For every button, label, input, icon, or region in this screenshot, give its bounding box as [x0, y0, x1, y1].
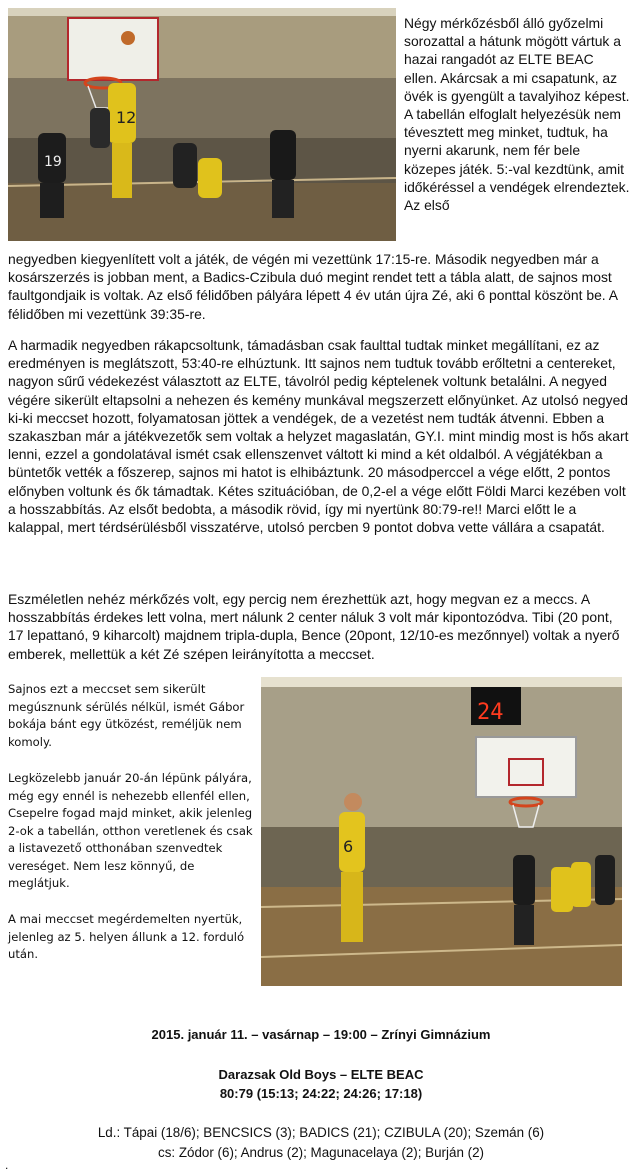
shot-clock-display: 24	[477, 700, 504, 725]
roster-substitutes: cs: Zódor (6); Andrus (2); Magunacelaya (2); Burján (2)	[158, 1145, 484, 1160]
match-score: 80:79 (15:13; 24:22; 24:26; 17:18)	[219, 1086, 423, 1101]
standings-note: A mai meccset megérdemelten nyertük, jelenleg az 5. helyen állunk a 12. forduló után.	[8, 912, 245, 961]
article-paragraph-summary: Eszméletlen nehéz mérkőzés volt, egy percig nem érezhettük azt, hogy megvan ez a meccs. A hosszabbítás érdekes lett volna, mert nálunk 2 center náluk 3 volt már kipontozódva. Tibi (20 pont, 17 lepattanó, 9 kiharcolt) majdnem tripla-dupla, Bence (20pont, 12/10-es mezőnnyel) voltak a nyerő emberek, mellettük a két Zé szépen leirányította a meccset.	[8, 591, 620, 662]
jersey-number-19: 19	[44, 154, 62, 170]
injury-note: Sajnos ezt a meccset sem sikerült megúsznunk sérülés nélkül, ismét Gábor bokája bánt egy ütközést, reméljük nem komoly.	[8, 682, 245, 749]
game-photo-2	[261, 677, 622, 986]
jersey-number-6: 6	[343, 837, 354, 856]
jersey-number-12: 12	[116, 108, 137, 127]
game-photo-1	[8, 8, 396, 241]
roster-starters: Ld.: Tápai (18/6); BENCSICS (3); BADICS (21); CZIBULA (20); Szemán (6)	[97, 1125, 545, 1140]
next-match-note: Legközelebb január 20-án lépünk pályára, még egy ennél is nehezebb ellenfél ellen, Csepelre fogad majd minket, akik jelenleg 2-ok a tabellán, otthon veretlenek és csak a listavezető otthonában szenvedtek vereséget. Nem lesz könnyű, de meglátjuk.	[8, 771, 253, 890]
match-date-venue: 2015. január 11. – vasárnap – 19:00 – Zrínyi Gimnázium	[151, 1027, 491, 1042]
match-teams: Darazsak Old Boys – ELTE BEAC	[218, 1067, 424, 1082]
article-intro: Négy mérkőzésből álló győzelmi sorozattal a hátunk mögött vártuk a hazai rangadót az ELTE BEAC ellen. Akárcsak a mi csapatunk, az övék is gyengült a tavalyihoz képest. A tabellán elfoglalt helyezésük nem tévesztett meg minket, tudtuk, ha nyerni akarunk, nem fér bele közepes játék. 5:-val kezdtünk, amit időkéréssel a vendégek elrendeztek. Az első	[404, 15, 630, 214]
footer-dot: .	[5, 1158, 9, 1172]
article-paragraph-second-half: A harmadik negyedben rákapcsoltunk, támadásban csak faulttal tudtak minket megállítani, ez az eredményen is meglátszott, 53:40-re elhúztunk. Itt sajnos nem tudtuk tovább erőltetni a centereket, nagyon sűrű védekezést választott az ELTE, távolról pedig képtelenek voltunk betalálni. A negyed végére sikerült eltapsolni a nehezen és kemény munkával megszerzett előnyünket. Az utolsó negyed ki-ki meccset hozott, folyamatosan jöttek a vendégek, de a vezetést nem tudták átvenni. Ebben a szakaszban már a játékvezetők sem voltak a helyzet magaslatán, GY.I. mint mindig most is hős akart lenni, ezzel a gondolatával ismét csak ellenszenvet váltott ki mind a két oldalból. A végjátékban a büntetők vették a főszerep, sajnos mi hatot is elhibáztunk. 20 másodperccel a vége előtt, 2 pontos előnyben voltunk és ők támadtak. Kétes szituációban, de 0,2-el a vége előtt Földi Marci kezében volt a hosszabbítás. Az elsőt bedobta, a második rövid, így mi nyertünk 80:79-re!! Marci előtt le a kalappal, mert térdsérülésből visszatérve, utolsó percben 9 pontot dobva vette vállára a csapatát.	[8, 337, 629, 536]
article-intro-continued: negyedben kiegyenlített volt a játék, de végén mi vezettünk 17:15-re. Második negyedben már a kosárszerzés is jobban ment, a Badics-Czibula duó megint rendet tett a tábla alatt, de sajnos most faultgondjaik is voltak. Az első félidőben pályára lépett 4 év után újra Zé, aki 6 ponttal köszönt be. A félidőben mi vezettünk 39:35-re.	[8, 251, 618, 322]
